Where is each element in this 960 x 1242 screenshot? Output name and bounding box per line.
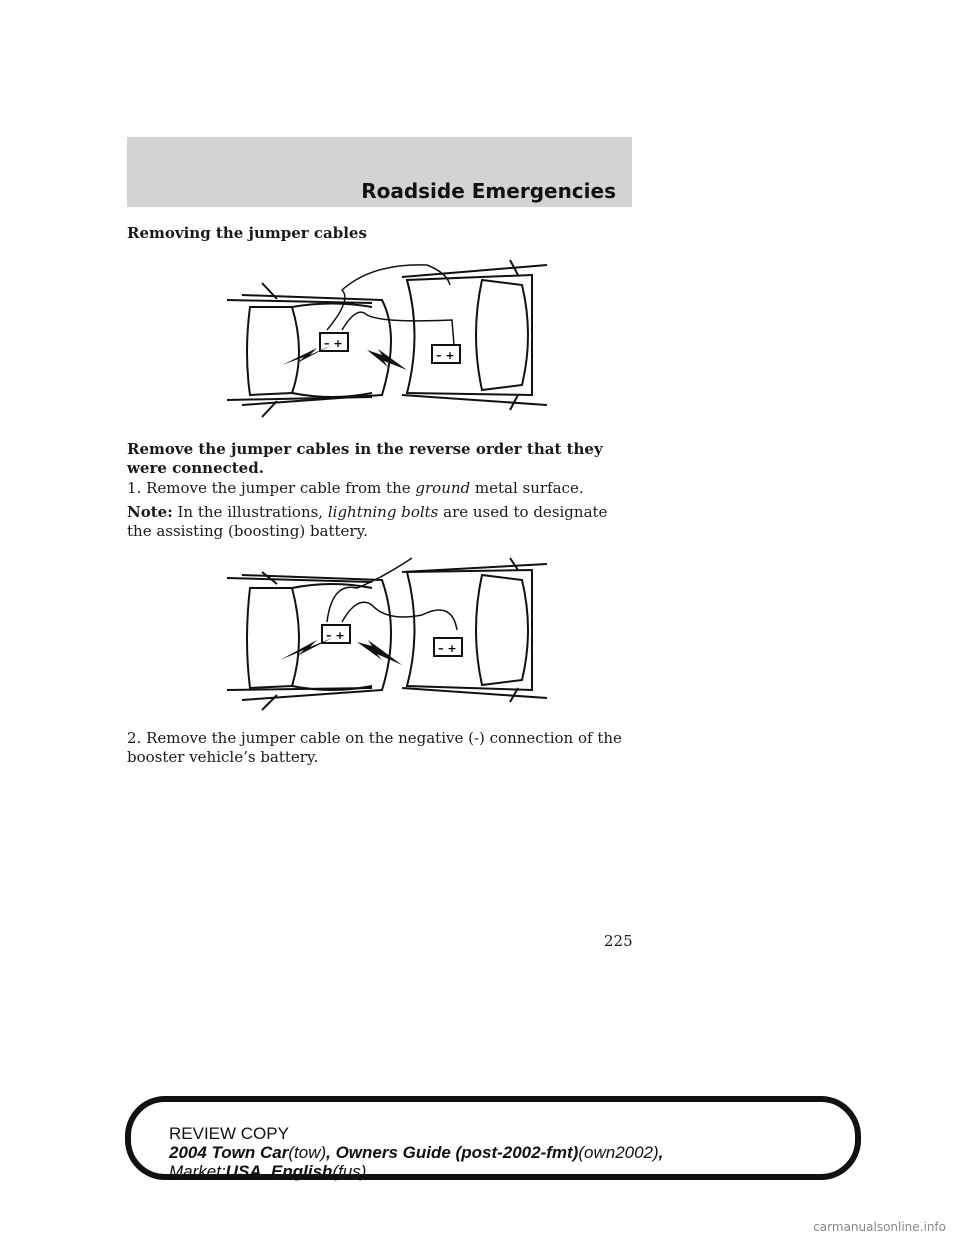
footer-line-1: REVIEW COPY [169,1124,289,1143]
page-section-title: Roadside Emergencies [361,179,616,203]
step-2: 2. Remove the jumper cable on the negative (-) connection of the booster vehicle’s battery. [127,729,622,766]
footer-line-2: 2004 Town Car(tow), Owners Guide (post-2002-fmt)(own2002), [169,1143,664,1162]
battery-label: – + [326,629,345,642]
note: Note: In the illustrations, lightning bolts are used to designate the assisting (boosting) battery. [127,503,608,540]
intro-bold-text: Remove the jumper cables in the reverse order that they were connected. [127,440,603,477]
subheading: Removing the jumper cables [127,224,367,242]
step-1: 1. Remove the jumper cable from the ground metal surface. [127,479,584,497]
section-header [127,137,632,207]
jumper-cable-illustration-1 [222,245,552,420]
battery-label: – + [438,642,457,655]
battery-label: – + [324,337,343,350]
footer-text [169,1124,663,1181]
review-copy-footer [125,1096,861,1180]
battery-label: – + [436,349,455,362]
watermark: carmanualsonline.info [813,1220,946,1234]
page-number: 225 [604,932,633,950]
footer-line-3: Market:USA_English(fus) [169,1162,367,1181]
jumper-cable-illustration-2 [222,550,552,715]
